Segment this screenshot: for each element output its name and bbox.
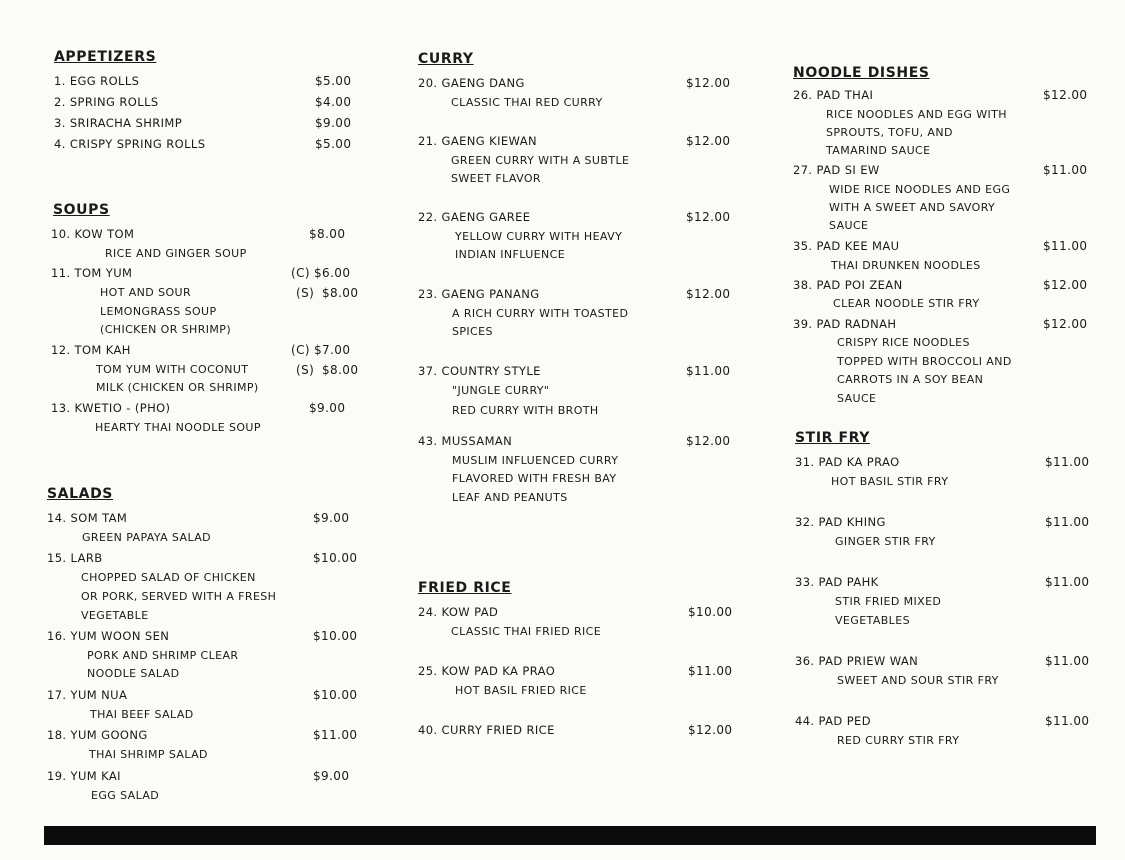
menu-item-name: 21. GAENG KIEWAN xyxy=(418,134,537,148)
menu-item-description: THAI BEEF SALAD xyxy=(90,708,194,721)
menu-item-name: 43. MUSSAMAN xyxy=(418,434,513,448)
menu-item-description: CLASSIC THAI FRIED RICE xyxy=(451,625,602,638)
menu-item-description: (CHICKEN OR SHRIMP) xyxy=(100,323,232,336)
menu-item-name: 36. PAD PRIEW WAN xyxy=(795,654,919,668)
menu-item-price: $11.00 xyxy=(1045,455,1090,469)
menu-item-description: SWEET AND SOUR STIR FRY xyxy=(837,674,999,687)
menu-item-name: 39. PAD RADNAH xyxy=(793,317,897,331)
menu-item-description: RICE NOODLES AND EGG WITH xyxy=(826,108,1007,121)
menu-item-name: 13. KWETIO - (PHO) xyxy=(51,401,171,415)
menu-item-price: $11.00 xyxy=(1045,575,1090,589)
menu-item-price: $9.00 xyxy=(313,769,350,783)
menu-item-description: CHOPPED SALAD OF CHICKEN xyxy=(81,571,256,584)
menu-item-description: YELLOW CURRY WITH HEAVY xyxy=(455,230,623,243)
menu-item-size: (C) xyxy=(291,343,310,357)
menu-item-description: TOM YUM WITH COCONUT xyxy=(96,363,249,376)
menu-item-size: (S) xyxy=(296,286,315,300)
menu-item-price: $11.00 xyxy=(1045,714,1090,728)
menu-item-name: 25. KOW PAD KA PRAO xyxy=(418,664,556,678)
footer-bar xyxy=(44,826,1096,845)
menu-item-price: $5.00 xyxy=(315,74,352,88)
menu-item-description: SPROUTS, TOFU, AND xyxy=(826,126,953,139)
menu-item-description: STIR FRIED MIXED xyxy=(835,595,942,608)
menu-item-description: THAI DRUNKEN NOODLES xyxy=(831,259,981,272)
menu-item-name: 11. TOM YUM xyxy=(51,266,133,280)
menu-item-price: $4.00 xyxy=(315,95,352,109)
menu-item-description: VEGETABLES xyxy=(835,614,910,627)
menu-item-description: GREEN PAPAYA SALAD xyxy=(82,531,212,544)
menu-item-price: $9.00 xyxy=(315,116,352,130)
section-heading-soups: SOUPS xyxy=(53,202,110,218)
menu-item-name: 17. YUM NUA xyxy=(47,688,128,702)
menu-item-description: MILK (CHICKEN OR SHRIMP) xyxy=(96,381,259,394)
menu-item-price: $11.00 xyxy=(1043,239,1088,253)
menu-item-name: 19. YUM KAI xyxy=(47,769,121,783)
menu-item-name: 44. PAD PED xyxy=(795,714,871,728)
menu-item-description: RICE AND GINGER SOUP xyxy=(105,247,247,260)
menu-item-name: 18. YUM GOONG xyxy=(47,728,148,742)
section-heading-stir-fry: STIR FRY xyxy=(795,430,871,446)
menu-item-price: $12.00 xyxy=(1043,88,1088,102)
menu-item-description: SAUCE xyxy=(837,392,877,405)
menu-item-price: $12.00 xyxy=(688,723,733,737)
menu-item-name: 14. SOM TAM xyxy=(47,511,128,525)
menu-item-description: EGG SALAD xyxy=(91,789,160,802)
menu-item-name: 20. GAENG DANG xyxy=(418,76,525,90)
menu-item-description: THAI SHRIMP SALAD xyxy=(89,748,208,761)
menu-item-description: SAUCE xyxy=(829,219,869,232)
menu-item-price: $8.00 xyxy=(309,227,346,241)
menu-item-description: LEMONGRASS SOUP xyxy=(100,305,217,318)
menu-item-price: $12.00 xyxy=(1043,317,1088,331)
menu-item-name: 27. PAD SI EW xyxy=(793,163,880,177)
menu-item-description: FLAVORED WITH FRESH BAY xyxy=(452,472,617,485)
menu-item-description: NOODLE SALAD xyxy=(87,667,180,680)
menu-item-name: 22. GAENG GAREE xyxy=(418,210,531,224)
menu-item-description: OR PORK, SERVED WITH A FRESH xyxy=(81,590,277,603)
section-heading-curry: CURRY xyxy=(418,51,474,67)
menu-item-price: $9.00 xyxy=(309,401,346,415)
menu-item-name: 32. PAD KHING xyxy=(795,515,886,529)
menu-item-name: 23. GAENG PANANG xyxy=(418,287,540,301)
menu-item-name: 38. PAD POI ZEAN xyxy=(793,278,903,292)
menu-item-description: HEARTY THAI NOODLE SOUP xyxy=(95,421,261,434)
menu-item-price: $12.00 xyxy=(1043,278,1088,292)
section-heading-noodle: NOODLE DISHES xyxy=(793,65,930,81)
menu-item-name: 10. KOW TOM xyxy=(51,227,135,241)
menu-item-description: HOT BASIL STIR FRY xyxy=(831,475,949,488)
menu-item-size: (S) xyxy=(296,363,315,377)
menu-item-name: 4. CRISPY SPRING ROLLS xyxy=(54,137,206,151)
menu-item-description: "JUNGLE CURRY" xyxy=(452,384,550,397)
menu-item-name: 33. PAD PAHK xyxy=(795,575,879,589)
menu-item-description: RED CURRY WITH BROTH xyxy=(452,404,599,417)
menu-item-description: HOT AND SOUR xyxy=(100,286,192,299)
menu-item-name: 31. PAD KA PRAO xyxy=(795,455,900,469)
menu-item-name: 35. PAD KEE MAU xyxy=(793,239,900,253)
menu-item-description: MUSLIM INFLUENCED CURRY xyxy=(452,454,619,467)
menu-item-name: 2. SPRING ROLLS xyxy=(54,95,159,109)
menu-item-price: $11.00 xyxy=(1045,654,1090,668)
section-heading-appetizers: APPETIZERS xyxy=(54,49,157,65)
menu-item-name: 24. KOW PAD xyxy=(418,605,499,619)
menu-item-price: $11.00 xyxy=(686,364,731,378)
menu-item-description: TOPPED WITH BROCCOLI AND xyxy=(837,355,1012,368)
menu-item-price: $6.00 xyxy=(314,266,351,280)
menu-item-description: CRISPY RICE NOODLES xyxy=(837,336,970,349)
section-heading-fried-rice: FRIED RICE xyxy=(418,580,512,596)
menu-item-description: SPICES xyxy=(452,325,493,338)
menu-item-price: $10.00 xyxy=(688,605,733,619)
menu-item-description: RED CURRY STIR FRY xyxy=(837,734,960,747)
menu-item-price: $11.00 xyxy=(1045,515,1090,529)
menu-item-price: $10.00 xyxy=(313,629,358,643)
menu-item-description: PORK AND SHRIMP CLEAR xyxy=(87,649,239,662)
menu-item-name: 15. LARB xyxy=(47,551,103,565)
menu-item-description: CARROTS IN A SOY BEAN xyxy=(837,373,984,386)
menu-item-price: $12.00 xyxy=(686,434,731,448)
menu-item-description: LEAF AND PEANUTS xyxy=(452,491,568,504)
menu-item-description: SWEET FLAVOR xyxy=(451,172,541,185)
menu-item-price: $9.00 xyxy=(313,511,350,525)
menu-item-description: GINGER STIR FRY xyxy=(835,535,936,548)
menu-item-price: $10.00 xyxy=(313,551,358,565)
menu-item-price: $12.00 xyxy=(686,76,731,90)
menu-item-description: WITH A SWEET AND SAVORY xyxy=(829,201,996,214)
menu-item-name: 12. TOM KAH xyxy=(51,343,131,357)
menu-item-description: A RICH CURRY WITH TOASTED xyxy=(452,307,629,320)
menu-item-price: $8.00 xyxy=(322,363,359,377)
menu-item-name: 1. EGG ROLLS xyxy=(54,74,140,88)
menu-item-price: $8.00 xyxy=(322,286,359,300)
menu-item-price: $12.00 xyxy=(686,287,731,301)
menu-item-description: VEGETABLE xyxy=(81,609,149,622)
menu-item-price: $12.00 xyxy=(686,134,731,148)
menu-item-name: 40. CURRY FRIED RICE xyxy=(418,723,555,737)
menu-item-description: INDIAN INFLUENCE xyxy=(455,248,566,261)
menu-item-price: $11.00 xyxy=(688,664,733,678)
menu-item-name: 16. YUM WOON SEN xyxy=(47,629,170,643)
menu-item-description: WIDE RICE NOODLES AND EGG xyxy=(829,183,1011,196)
menu-item-description: CLEAR NOODLE STIR FRY xyxy=(833,297,980,310)
menu-item-description: GREEN CURRY WITH A SUBTLE xyxy=(451,154,630,167)
menu-item-size: (C) xyxy=(291,266,310,280)
menu-item-description: HOT BASIL FRIED RICE xyxy=(455,684,587,697)
menu-item-name: 26. PAD THAI xyxy=(793,88,874,102)
menu-item-price: $11.00 xyxy=(1043,163,1088,177)
menu-item-price: $5.00 xyxy=(315,137,352,151)
section-heading-salads: SALADS xyxy=(47,486,113,502)
menu-item-price: $12.00 xyxy=(686,210,731,224)
menu-item-price: $11.00 xyxy=(313,728,358,742)
menu-item-name: 3. SRIRACHA SHRIMP xyxy=(54,116,183,130)
menu-item-description: TAMARIND SAUCE xyxy=(826,144,931,157)
menu-item-price: $7.00 xyxy=(314,343,351,357)
menu-item-description: CLASSIC THAI RED CURRY xyxy=(451,96,603,109)
menu-item-price: $10.00 xyxy=(313,688,358,702)
menu-item-name: 37. COUNTRY STYLE xyxy=(418,364,541,378)
